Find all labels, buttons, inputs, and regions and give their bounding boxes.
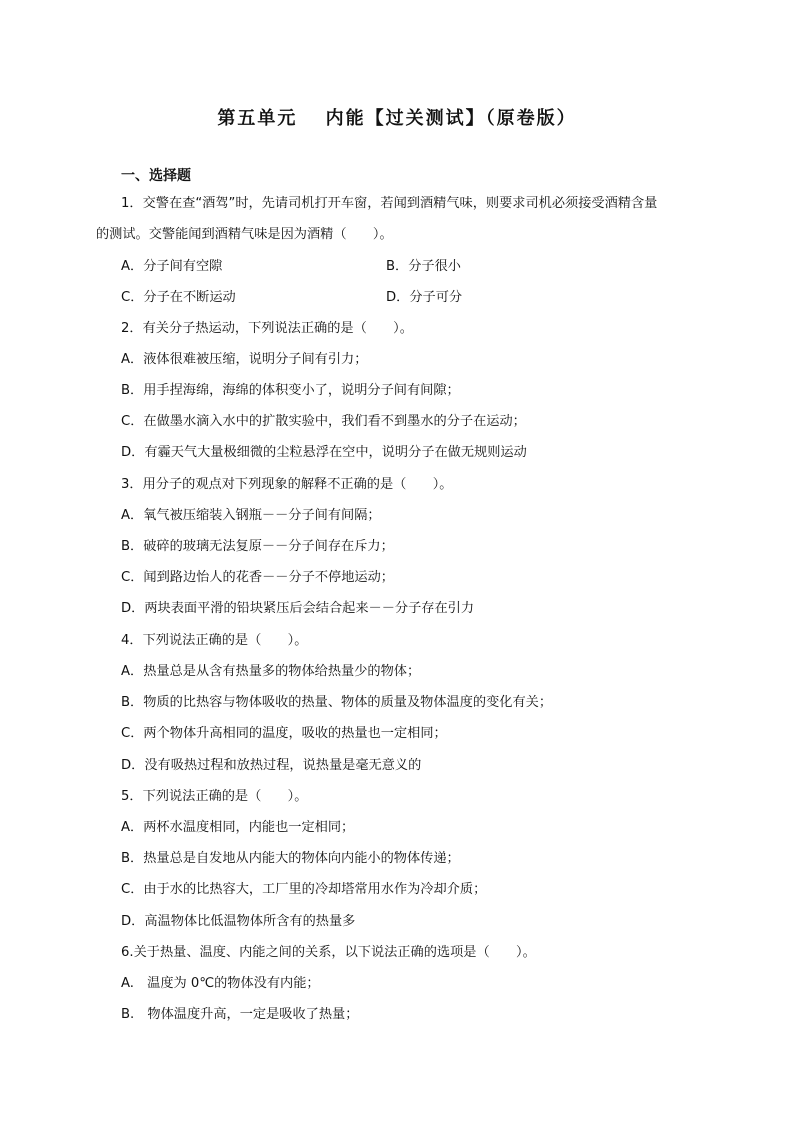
q2-option-b: B．用手捏海绵，海绵的体积变小了，说明分子间有间隙； bbox=[121, 383, 460, 398]
q4-option-b: B．物质的比热容与物体吸收的热量、物体的质量及物体温度的变化有关； bbox=[121, 695, 553, 710]
q3-option-c: C．闻到路边怡人的花香－－分子不停地运动； bbox=[121, 570, 394, 585]
q1-option-c: C．分子在不断运动 bbox=[121, 290, 236, 305]
q1-stem-line2: 的测试。交警能闻到酒精气味是因为酒精（ ）。 bbox=[96, 227, 393, 242]
q4-option-d: D．没有吸热过程和放热过程，说热量是毫无意义的 bbox=[121, 758, 422, 773]
q6-stem: 6.关于热量、温度、内能之间的关系，以下说法正确的选项是（ ）。 bbox=[121, 945, 536, 960]
q1-stem-line1: 1．交警在查“酒驾”时，先请司机打开车窗，若闻到酒精气味，则要求司机必须接受酒精含量 bbox=[121, 196, 658, 211]
q1-option-d: D．分子可分 bbox=[386, 290, 463, 305]
q5-option-c: C．由于水的比热容大，工厂里的冷却塔常用水作为冷却介质； bbox=[121, 882, 487, 897]
q5-option-d: D．高温物体比低温物体所含有的热量多 bbox=[121, 914, 356, 929]
q3-option-d: D．两块表面平滑的铅块紧压后会结合起来－－分子存在引力 bbox=[121, 601, 475, 616]
q5-option-a: A．两杯水温度相同，内能也一定相同； bbox=[121, 820, 355, 835]
q6-option-a: A. 温度为 0℃的物体没有内能； bbox=[121, 976, 320, 991]
q5-option-b: B．热量总是自发地从内能大的物体向内能小的物体传递； bbox=[121, 851, 460, 866]
section-heading: 一、选择题 bbox=[121, 168, 191, 184]
q5-stem: 5．下列说法正确的是（ ）。 bbox=[121, 789, 308, 804]
q4-stem: 4．下列说法正确的是（ ）。 bbox=[121, 633, 308, 648]
q3-option-a: A．氧气被压缩装入钢瓶－－分子间有间隔； bbox=[121, 508, 381, 523]
q2-option-c: C．在做墨水滴入水中的扩散实验中，我们看不到墨水的分子在运动； bbox=[121, 414, 526, 429]
q2-stem: 2．有关分子热运动，下列说法正确的是（ ）。 bbox=[121, 321, 413, 336]
q2-option-d: D．有霾天气大量极细微的尘粒悬浮在空中，说明分子在做无规则运动 bbox=[121, 445, 527, 460]
q4-option-c: C．两个物体升高相同的温度，吸收的热量也一定相同； bbox=[121, 726, 447, 741]
q6-option-b: B. 物体温度升高，一定是吸收了热量； bbox=[121, 1007, 359, 1022]
q2-option-a: A．液体很难被压缩，说明分子间有引力； bbox=[121, 352, 368, 367]
q4-option-a: A．热量总是从含有热量多的物体给热量少的物体； bbox=[121, 664, 421, 679]
q3-option-b: B．破碎的玻璃无法复原－－分子间存在斥力； bbox=[121, 539, 394, 554]
q1-option-a: A．分子间有空隙 bbox=[121, 259, 223, 274]
q1-option-b: B．分子很小 bbox=[386, 259, 461, 274]
q3-stem: 3．用分子的观点对下列现象的解释不正确的是（ ）。 bbox=[121, 477, 453, 492]
page-title: 第五单元 内能【过关测试】（原卷版） bbox=[217, 108, 577, 129]
